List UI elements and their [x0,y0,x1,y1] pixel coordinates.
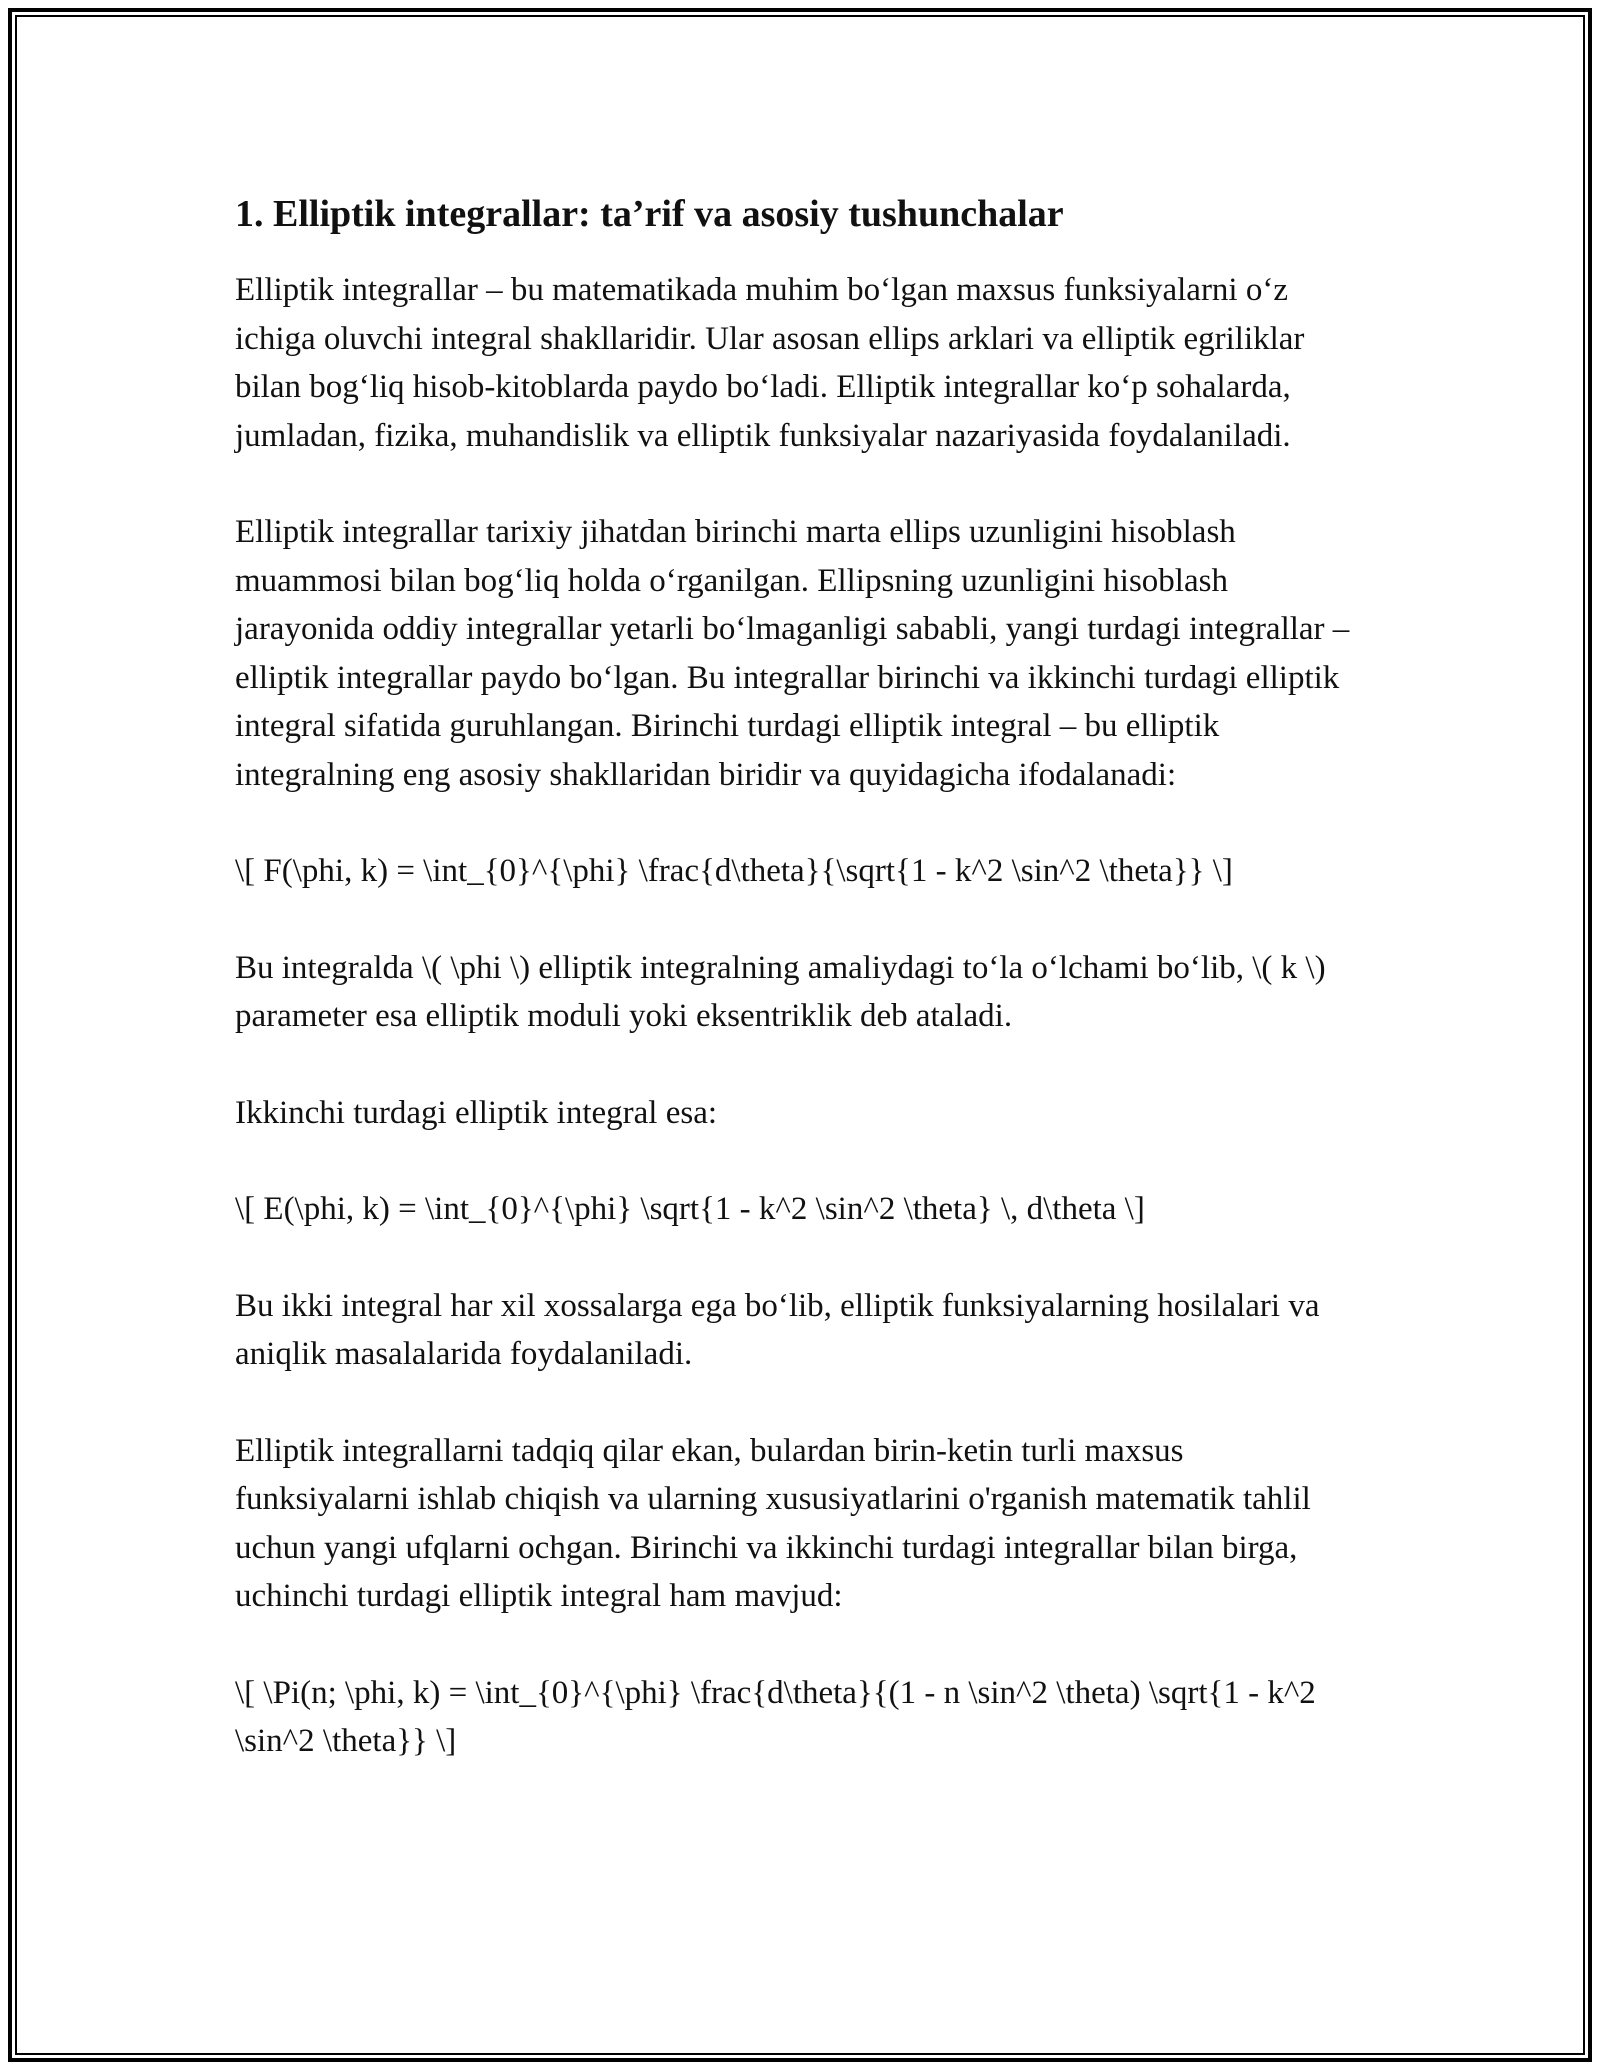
formula-first-kind: \[ F(\phi, k) = \int_{0}^{\phi} \frac{d\theta}{\sqrt{1 - k^2 \sin^2 \theta}} \] [235,853,1233,889]
formula-third-kind: \[ \Pi(n; \phi, k) = \int_{0}^{\phi} \frac{d\theta}{(1 - n \sin^2 \theta) \sqrt{1 - k^2 \sin^2 \theta}} \] [235,1674,1316,1759]
paragraph-second-kind-intro: Ikkinchi turdagi elliptik integral esa: [235,1094,718,1131]
paragraph-third-kind-intro: Elliptik integrallarni tadqiq qilar ekan, bulardan birin-ketin turli maxsus funksiyalarni ishlab chiqish va ularning xususiyatlarini o'rganish matematik tahlil uchun yangi ufqlarni ochgan. Birinchi va ikkinchi turdagi integrallar bilan birga, uchinchi turdagi elliptik integral ham mavjud: [235,1432,1311,1614]
paragraph-parameters: Bu integralda \( \phi \) elliptik integralning amaliydagi to‘la o‘lchami bo‘lib, \( k \) parameter esa elliptik moduli yoki eksentriklik deb ataladi. [235,949,1326,1034]
section-heading: 1. Elliptik integrallar: ta’rif va asosiy tushunchalar [235,193,1064,235]
paragraph-intro: Elliptik integrallar – bu matematikada muhim bo‘lgan maxsus funksiyalarni o‘z ichiga oluvchi integral shakllaridir. Ular asosan ellips arklari va elliptik egriliklar bilan bog‘liq hisob-kitoblarda paydo bo‘ladi. Elliptik integrallar ko‘p sohalarda, jumladan, fizika, muhandislik va elliptik funksiyalar nazariyasida foydalaniladi. [235,272,1305,454]
paragraph-properties: Bu ikki integral har xil xossalarga ega bo‘lib, elliptik funksiyalarning hosilalari va aniqlik masalalarida foydalaniladi. [235,1287,1320,1372]
document-body [235,188,1365,1814]
formula-second-kind: \[ E(\phi, k) = \int_{0}^{\phi} \sqrt{1 - k^2 \sin^2 \theta} \, d\theta \] [235,1191,1145,1227]
paragraph-history: Elliptik integrallar tarixiy jihatdan birinchi marta ellips uzunligini hisoblash muammosi bilan bog‘liq holda o‘rganilgan. Ellipsning uzunligini hisoblash jarayonida oddiy integrallar yetarli bo‘lmaganligi sababli, yangi turdagi integrallar – elliptik integrallar paydo bo‘lgan. Bu integrallar birinchi va ikkinchi turdagi elliptik integral sifatida guruhlangan. Birinchi turdagi elliptik integral – bu elliptik integralning eng asosiy shakllaridan biridir va quyidagicha ifodalanadi: [235,514,1350,793]
